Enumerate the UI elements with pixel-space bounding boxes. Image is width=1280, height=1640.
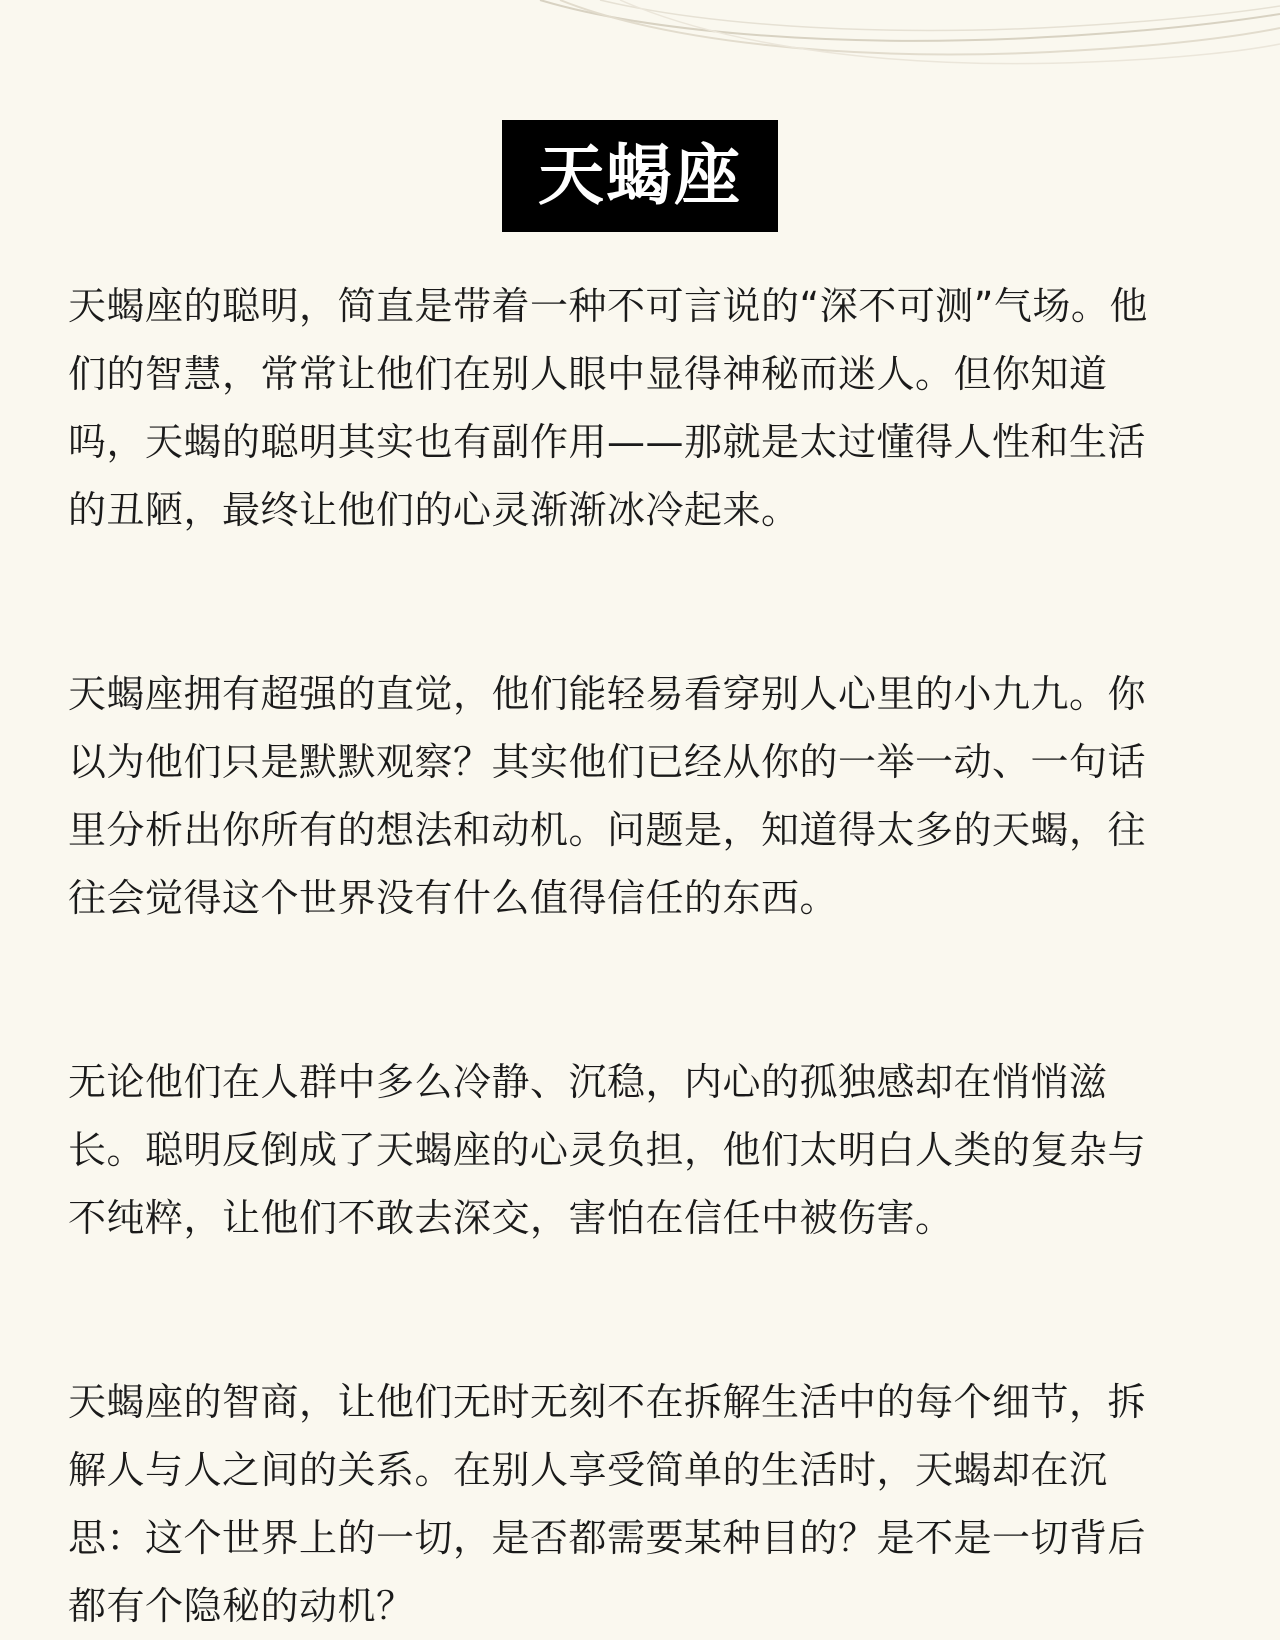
paragraph-line: 的丑陋，最终让他们的心灵渐渐冰冷起来。 <box>68 488 800 532</box>
paragraph-3 <box>68 1048 1218 1252</box>
paragraph-line: 天蝎座的智商，让他们无时无刻不在拆解生活中的每个细节，拆 <box>68 1380 1147 1424</box>
paragraph-line: 们的智慧，常常让他们在别人眼中显得神秘而迷人。但你知道 <box>68 352 1108 396</box>
paragraph-line: 解人与人之间的关系。在别人享受简单的生活时，天蝎却在沉 <box>68 1448 1108 1492</box>
decorative-curves <box>0 0 1280 80</box>
paragraph-line: 天蝎座拥有超强的直觉，他们能轻易看穿别人心里的小九九。你 <box>68 672 1147 716</box>
paragraph-1 <box>68 272 1218 544</box>
paragraph-line: 以为他们只是默默观察？其实他们已经从你的一举一动、一句话 <box>68 740 1147 784</box>
paragraph-line: 吗，天蝎的聪明其实也有副作用——那就是太过懂得人性和生活 <box>68 420 1147 464</box>
paragraph-2 <box>68 660 1218 932</box>
paragraph-line: 都有个隐秘的动机？ <box>68 1584 415 1628</box>
paragraph-line: 天蝎座的聪明，简直是带着一种不可言说的“深不可测”气场。他 <box>68 284 1148 328</box>
title-container <box>0 120 1280 232</box>
article-body <box>68 272 1218 1640</box>
paragraph-line: 长。聪明反倒成了天蝎座的心灵负担，他们太明白人类的复杂与 <box>68 1128 1147 1172</box>
paragraph-line: 往会觉得这个世界没有什么值得信任的东西。 <box>68 876 839 920</box>
paragraph-line: 不纯粹，让他们不敢去深交，害怕在信任中被伤害。 <box>68 1196 954 1240</box>
paragraph-line: 里分析出你所有的想法和动机。问题是，知道得太多的天蝎，往 <box>68 808 1147 852</box>
paragraph-line: 思：这个世界上的一切，是否都需要某种目的？是不是一切背后 <box>68 1516 1147 1560</box>
paragraph-4 <box>68 1368 1218 1640</box>
paragraph-line: 无论他们在人群中多么冷静、沉稳，内心的孤独感却在悄悄滋 <box>68 1060 1108 1104</box>
page-title: 天蝎座 <box>502 120 778 232</box>
